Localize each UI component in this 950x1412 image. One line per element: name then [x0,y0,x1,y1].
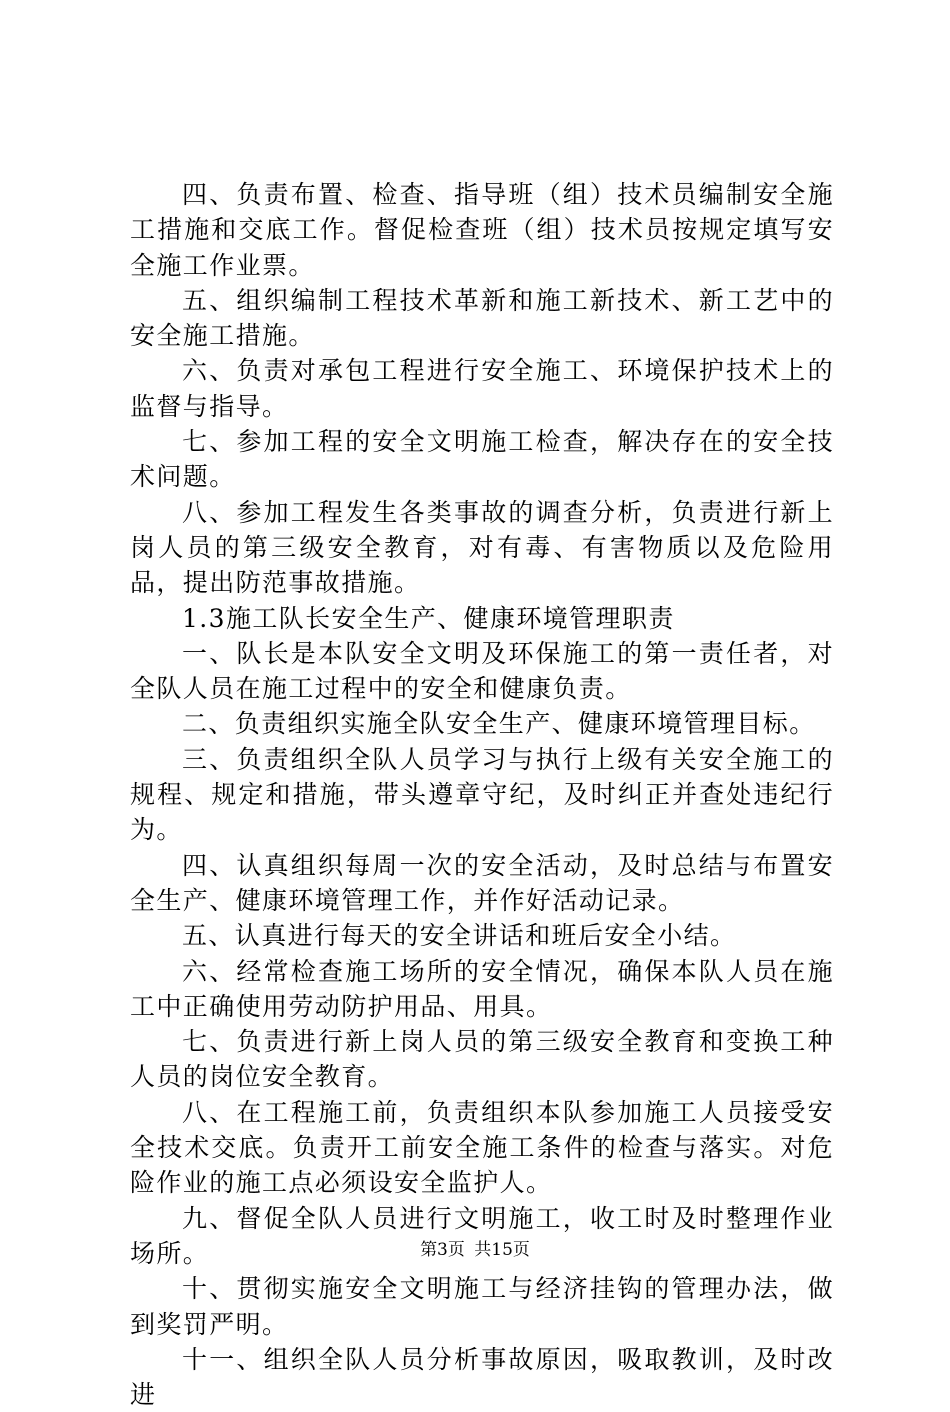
paragraph: 六、负责对承包工程进行安全施工、环境保护技术上的监督与指导。 [130,356,834,421]
paragraph: 六、经常检查施工场所的安全情况，确保本队人员在施工中正确使用劳动防护用品、用具。 [130,956,834,1021]
section-heading: 1.3施工队长安全生产、健康环境管理职责 [182,603,675,633]
page-total: 共15页 [474,1240,530,1260]
page-footer [0,1240,950,1260]
paragraph: 八、在工程施工前，负责组织本队参加施工人员接受安全技术交底。负责开工前安全施工条件的检查与落实。对危险作业的施工点必须设安全监护人。 [130,1097,834,1198]
paragraph: 五、认真进行每天的安全讲话和班后安全小结。 [182,921,737,951]
paragraph: 二、负责组织实施全队安全生产、健康环境管理目标。 [182,709,816,739]
paragraph: 七、参加工程的安全文明施工检查，解决存在的安全技术问题。 [130,427,834,492]
paragraph: 九、督促全队人员进行文明施工，收工时及时整理作业场所。 [130,1203,834,1268]
paragraph: 四、认真组织每周一次的安全活动，及时总结与布置安全生产、健康环境管理工作，并作好活动记录。 [130,850,834,915]
paragraph: 四、负责布置、检查、指导班（组）技术员编制安全施工措施和交底工作。督促检查班（组）技术员按规定填写安全施工作业票。 [130,180,834,280]
paragraph: 三、负责组织全队人员学习与执行上级有关安全施工的规程、规定和措施，带头遵章守纪，及时纠正并查处违纪行为。 [130,744,834,845]
paragraph: 五、组织编制工程技术革新和施工新技术、新工艺中的安全施工措施。 [130,285,834,351]
paragraph: 八、参加工程发生各类事故的调查分析，负责进行新上岗人员的第三级安全教育，对有毒、有害物质以及危险用品，提出防范事故措施。 [130,497,834,598]
paragraph: 七、负责进行新上岗人员的第三级安全教育和变换工种人员的岗位安全教育。 [130,1027,834,1092]
page-number: 第3页 [420,1240,465,1260]
paragraph: 十一、组织全队人员分析事故原因，吸取教训，及时改进 [130,1344,834,1410]
paragraph: 十、贯彻实施安全文明施工与经济挂钩的管理办法，做到奖罚严明。 [130,1274,834,1339]
document-body [130,177,834,1412]
paragraph: 一、队长是本队安全文明及环保施工的第一责任者，对全队人员在施工过程中的安全和健康负责。 [130,638,834,704]
